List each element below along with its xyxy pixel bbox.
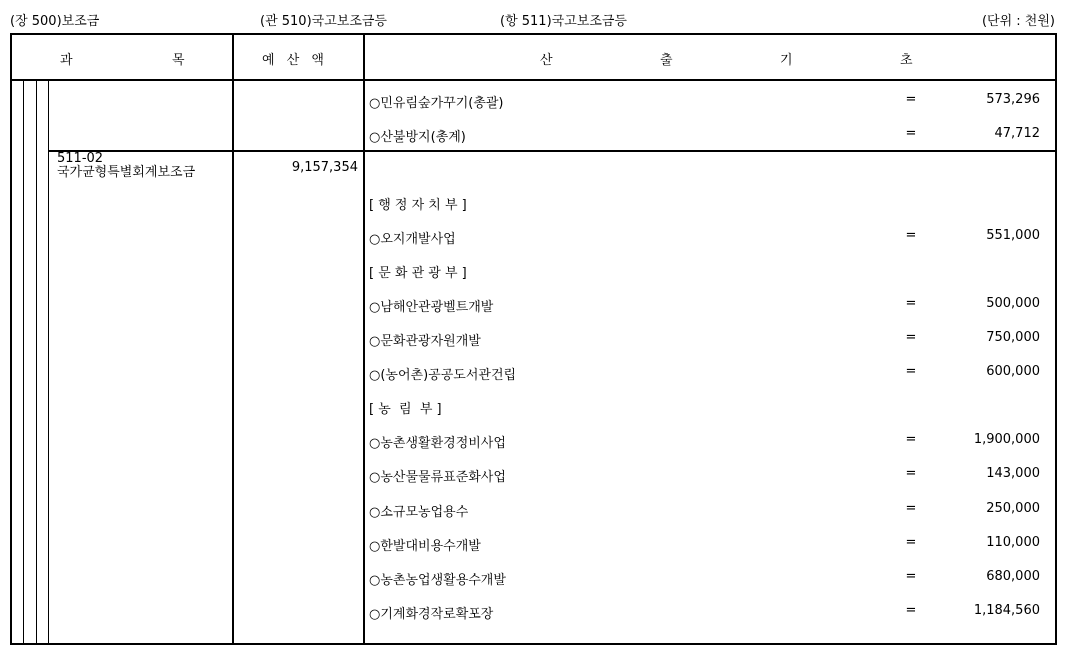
- basis-row-label: ○기계화경작로확포장: [369, 607, 494, 622]
- header-gwan: (관 510)국고보조금등: [260, 14, 387, 29]
- basis-row-equals: =: [905, 364, 917, 379]
- basis-row-label: ○농촌생활환경정비사업: [369, 436, 506, 451]
- basis-row-equals: =: [905, 126, 917, 141]
- basis-row-amount: 1,900,000: [973, 432, 1040, 447]
- basis-header-char-4: 초: [900, 53, 913, 68]
- basis-row-label: ○오지개발사업: [369, 232, 456, 247]
- basis-row-amount: 143,000: [986, 466, 1040, 481]
- header-hang: (항 511)국고보조금등: [500, 14, 627, 29]
- subject-level-line-2: [36, 81, 37, 645]
- table-right-border: [1055, 33, 1057, 645]
- basis-row-amount: 110,000: [986, 535, 1040, 550]
- header-unit: (단위 : 천원): [981, 14, 1055, 29]
- basis-row-amount: 750,000: [986, 330, 1040, 345]
- table-top-border: [10, 33, 1056, 35]
- basis-row-label: ○농촌농업생활용수개발: [369, 573, 506, 588]
- basis-row-label: ○한발대비용수개발: [369, 539, 481, 554]
- basis-row-equals: =: [905, 296, 917, 311]
- basis-row-amount: 1,184,560: [973, 603, 1040, 618]
- basis-row-amount: 551,000: [986, 228, 1040, 243]
- basis-row-equals: =: [905, 330, 917, 345]
- basis-row-amount: 680,000: [986, 569, 1040, 584]
- basis-row-label: ○민유림숲가꾸기(총괄): [369, 96, 504, 111]
- account-amount: 9,157,354: [291, 160, 358, 175]
- budget-right-border: [363, 33, 365, 645]
- basis-row-amount: 47,712: [994, 126, 1040, 141]
- budget-header: 예 산 액: [262, 53, 328, 68]
- basis-row-equals: =: [905, 228, 917, 243]
- basis-row-label: ○소규모농업용수: [369, 505, 469, 520]
- basis-row-label: ○산불방지(총계): [369, 130, 466, 145]
- basis-row-label: ○남해안관광벨트개발: [369, 300, 494, 315]
- basis-row-equals: =: [905, 535, 917, 550]
- basis-row-amount: 600,000: [986, 364, 1040, 379]
- table-bottom-border: [10, 643, 1056, 645]
- basis-header-char-2: 출: [660, 53, 673, 68]
- table-left-border: [10, 33, 12, 645]
- basis-row-equals: =: [905, 603, 917, 618]
- basis-row-amount: 573,296: [986, 92, 1040, 107]
- basis-row-label: ○(농어촌)공공도서관건립: [369, 368, 517, 383]
- subject-right-border: [232, 33, 234, 645]
- basis-row-label: [ 문 화 관 광 부 ]: [369, 266, 467, 281]
- basis-row-equals: =: [905, 432, 917, 447]
- basis-row-label: [ 행 정 자 치 부 ]: [369, 198, 467, 213]
- basis-row-equals: =: [905, 569, 917, 584]
- basis-row-label: [ 농 림 부 ]: [369, 402, 442, 417]
- account-divider: [49, 150, 1056, 152]
- basis-row-label: ○농산물물류표준화사업: [369, 470, 506, 485]
- account-code: 511-02: [57, 151, 104, 166]
- account-name: 국가균형특별회계보조금: [57, 165, 196, 180]
- subject-header-char-2: 목: [172, 53, 185, 68]
- basis-row-equals: =: [905, 92, 917, 107]
- subject-header-char-1: 과: [60, 53, 73, 68]
- header-jang: (장 500)보조금: [10, 14, 100, 29]
- basis-row-amount: 250,000: [986, 501, 1040, 516]
- header-bottom-border: [10, 79, 1056, 81]
- basis-header-char-1: 산: [540, 53, 553, 68]
- basis-row-equals: =: [905, 501, 917, 516]
- basis-row-equals: =: [905, 466, 917, 481]
- basis-row-amount: 500,000: [986, 296, 1040, 311]
- subject-level-line-3: [48, 81, 49, 645]
- subject-level-line-1: [23, 81, 24, 645]
- basis-row-label: ○문화관광자원개발: [369, 334, 481, 349]
- basis-header-char-3: 기: [780, 53, 793, 68]
